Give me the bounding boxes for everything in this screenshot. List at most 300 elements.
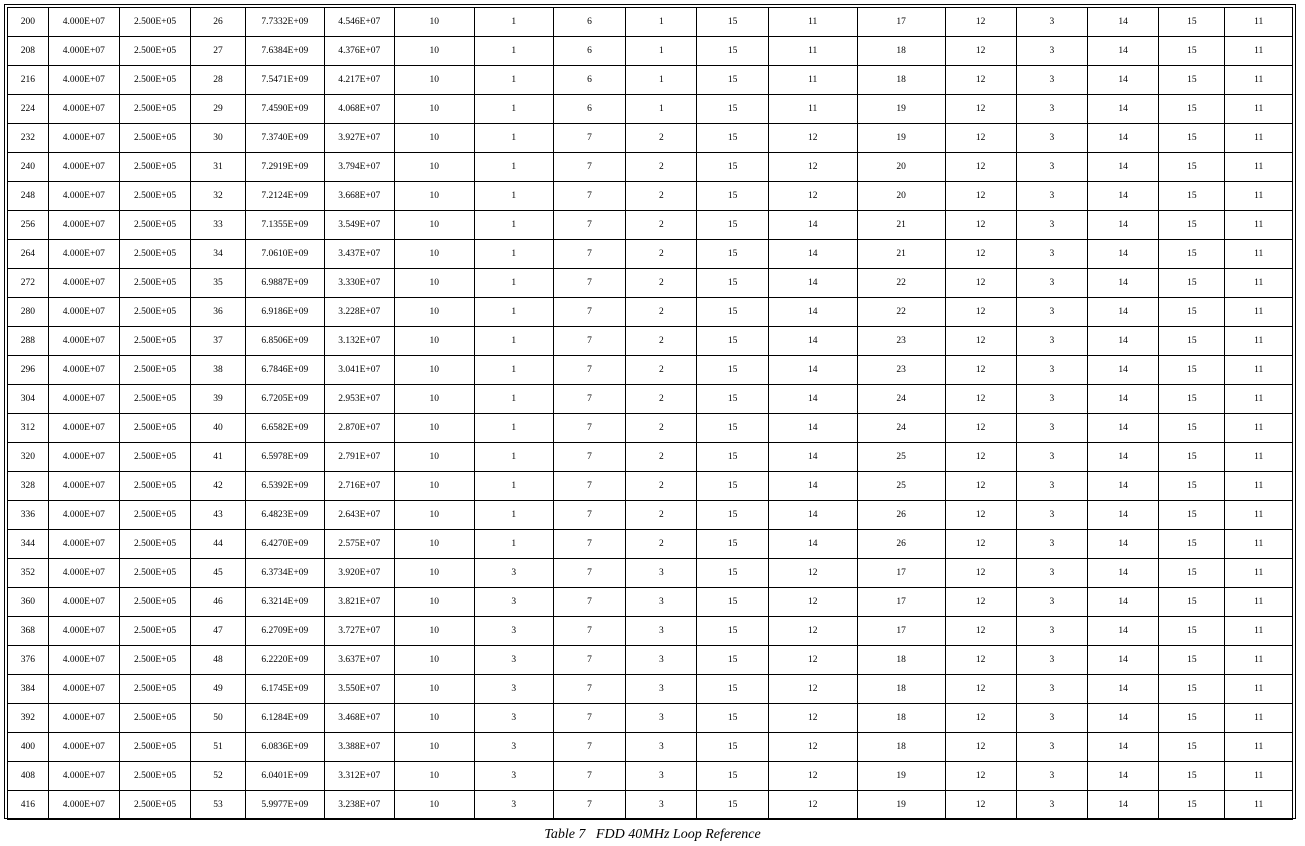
table-cell: 11 <box>768 37 857 66</box>
table-cell: 2 <box>626 211 697 240</box>
table-cell: 15 <box>697 559 768 588</box>
table-row <box>8 8 1293 37</box>
table-cell: 6.4823E+09 <box>245 501 324 530</box>
table-cell: 15 <box>697 356 768 385</box>
table-cell: 4.000E+07 <box>48 240 119 269</box>
table-cell: 3.637E+07 <box>324 646 394 675</box>
table-frame <box>4 4 1296 819</box>
table-cell: 1 <box>474 240 553 269</box>
table-cell: 15 <box>1159 298 1225 327</box>
table-cell: 2 <box>626 443 697 472</box>
table-cell: 14 <box>768 443 857 472</box>
table-cell: 3.238E+07 <box>324 791 394 820</box>
table-cell: 1 <box>626 8 697 37</box>
table-cell: 3 <box>1016 211 1087 240</box>
table-cell: 4.376E+07 <box>324 37 394 66</box>
table-cell: 3 <box>474 646 553 675</box>
table-cell: 3 <box>1016 443 1087 472</box>
table-cell: 17 <box>857 8 945 37</box>
table-cell: 3.041E+07 <box>324 356 394 385</box>
table-cell: 416 <box>8 791 49 820</box>
table-cell: 15 <box>1159 675 1225 704</box>
table-cell: 14 <box>1088 182 1159 211</box>
table-cell: 6.3214E+09 <box>245 588 324 617</box>
table-cell: 288 <box>8 327 49 356</box>
table-cell: 2.500E+05 <box>119 791 190 820</box>
table-cell: 3.927E+07 <box>324 124 394 153</box>
table-cell: 36 <box>191 298 246 327</box>
table-cell: 7.7332E+09 <box>245 8 324 37</box>
table-cell: 10 <box>394 675 474 704</box>
table-cell: 400 <box>8 733 49 762</box>
table-cell: 28 <box>191 66 246 95</box>
table-cell: 18 <box>857 675 945 704</box>
table-cell: 5.9977E+09 <box>245 791 324 820</box>
table-cell: 3 <box>1016 588 1087 617</box>
table-cell: 15 <box>697 646 768 675</box>
table-cell: 2.500E+05 <box>119 675 190 704</box>
table-cell: 2.575E+07 <box>324 530 394 559</box>
table-cell: 11 <box>1225 501 1293 530</box>
table-cell: 1 <box>474 95 553 124</box>
table-cell: 14 <box>1088 588 1159 617</box>
table-cell: 3 <box>1016 501 1087 530</box>
table-cell: 15 <box>1159 124 1225 153</box>
table-cell: 11 <box>1225 791 1293 820</box>
table-cell: 12 <box>945 385 1016 414</box>
table-cell: 15 <box>697 37 768 66</box>
table-cell: 14 <box>1088 385 1159 414</box>
table-cell: 6.9186E+09 <box>245 298 324 327</box>
table-cell: 43 <box>191 501 246 530</box>
table-cell: 14 <box>768 269 857 298</box>
table-cell: 6.2709E+09 <box>245 617 324 646</box>
table-cell: 7 <box>553 356 626 385</box>
table-cell: 3.468E+07 <box>324 704 394 733</box>
table-cell: 14 <box>1088 327 1159 356</box>
table-cell: 14 <box>768 385 857 414</box>
table-cell: 360 <box>8 588 49 617</box>
table-cell: 2.791E+07 <box>324 443 394 472</box>
table-cell: 3 <box>1016 646 1087 675</box>
table-cell: 3 <box>1016 472 1087 501</box>
table-cell: 4.000E+07 <box>48 646 119 675</box>
table-cell: 11 <box>1225 95 1293 124</box>
table-cell: 15 <box>697 95 768 124</box>
table-cell: 4.546E+07 <box>324 8 394 37</box>
table-cell: 6 <box>553 95 626 124</box>
table-row <box>8 414 1293 443</box>
table-row <box>8 182 1293 211</box>
table-cell: 14 <box>1088 530 1159 559</box>
table-cell: 26 <box>857 530 945 559</box>
table-cell: 2.500E+05 <box>119 327 190 356</box>
table-cell: 7.3740E+09 <box>245 124 324 153</box>
table-cell: 3 <box>1016 298 1087 327</box>
table-cell: 7 <box>553 124 626 153</box>
table-row <box>8 443 1293 472</box>
table-cell: 11 <box>1225 66 1293 95</box>
table-cell: 15 <box>1159 443 1225 472</box>
table-cell: 2.953E+07 <box>324 385 394 414</box>
table-cell: 46 <box>191 588 246 617</box>
table-cell: 10 <box>394 617 474 646</box>
table-cell: 2.500E+05 <box>119 588 190 617</box>
table-cell: 14 <box>1088 37 1159 66</box>
table-cell: 280 <box>8 298 49 327</box>
table-cell: 2.500E+05 <box>119 211 190 240</box>
table-cell: 12 <box>945 298 1016 327</box>
table-cell: 11 <box>1225 704 1293 733</box>
table-cell: 336 <box>8 501 49 530</box>
table-cell: 3.794E+07 <box>324 153 394 182</box>
table-cell: 3 <box>1016 240 1087 269</box>
table-cell: 44 <box>191 530 246 559</box>
table-cell: 352 <box>8 559 49 588</box>
table-cell: 2 <box>626 182 697 211</box>
table-row <box>8 675 1293 704</box>
table-cell: 11 <box>768 8 857 37</box>
table-cell: 15 <box>1159 153 1225 182</box>
table-cell: 2 <box>626 298 697 327</box>
table-cell: 12 <box>945 530 1016 559</box>
table-cell: 12 <box>945 443 1016 472</box>
table-cell: 14 <box>768 240 857 269</box>
table-row <box>8 37 1293 66</box>
table-cell: 4.000E+07 <box>48 95 119 124</box>
table-cell: 2.500E+05 <box>119 240 190 269</box>
table-cell: 19 <box>857 95 945 124</box>
table-row <box>8 385 1293 414</box>
table-cell: 2.500E+05 <box>119 385 190 414</box>
table-row <box>8 733 1293 762</box>
table-cell: 7 <box>553 240 626 269</box>
table-cell: 4.068E+07 <box>324 95 394 124</box>
table-cell: 14 <box>768 298 857 327</box>
table-cell: 41 <box>191 443 246 472</box>
table-cell: 1 <box>474 211 553 240</box>
table-cell: 12 <box>768 588 857 617</box>
table-cell: 15 <box>1159 385 1225 414</box>
table-cell: 3.437E+07 <box>324 240 394 269</box>
table-cell: 11 <box>1225 443 1293 472</box>
table-cell: 19 <box>857 124 945 153</box>
table-row <box>8 356 1293 385</box>
table-cell: 15 <box>1159 791 1225 820</box>
table-cell: 15 <box>1159 762 1225 791</box>
table-cell: 10 <box>394 327 474 356</box>
table-cell: 17 <box>857 559 945 588</box>
table-cell: 4.000E+07 <box>48 704 119 733</box>
table-cell: 7.0610E+09 <box>245 240 324 269</box>
table-cell: 14 <box>1088 211 1159 240</box>
table-cell: 39 <box>191 385 246 414</box>
table-cell: 3.821E+07 <box>324 588 394 617</box>
table-cell: 12 <box>768 675 857 704</box>
table-cell: 3 <box>1016 95 1087 124</box>
table-cell: 10 <box>394 211 474 240</box>
table-cell: 14 <box>768 356 857 385</box>
table-cell: 3.550E+07 <box>324 675 394 704</box>
table-cell: 2.500E+05 <box>119 762 190 791</box>
table-cell: 6.4270E+09 <box>245 530 324 559</box>
table-cell: 6.3734E+09 <box>245 559 324 588</box>
table-cell: 15 <box>1159 327 1225 356</box>
table-cell: 2.500E+05 <box>119 704 190 733</box>
table-cell: 3 <box>1016 704 1087 733</box>
table-cell: 12 <box>945 559 1016 588</box>
table-cell: 15 <box>1159 240 1225 269</box>
table-cell: 15 <box>1159 414 1225 443</box>
table-row <box>8 588 1293 617</box>
table-cell: 6 <box>553 66 626 95</box>
table-cell: 11 <box>1225 385 1293 414</box>
table-cell: 22 <box>857 298 945 327</box>
table-cell: 15 <box>697 704 768 733</box>
table-cell: 29 <box>191 95 246 124</box>
table-cell: 40 <box>191 414 246 443</box>
table-cell: 2 <box>626 385 697 414</box>
table-cell: 7 <box>553 153 626 182</box>
table-row <box>8 269 1293 298</box>
table-cell: 312 <box>8 414 49 443</box>
table-cell: 18 <box>857 37 945 66</box>
table-cell: 15 <box>697 269 768 298</box>
table-cell: 15 <box>697 762 768 791</box>
table-cell: 18 <box>857 733 945 762</box>
table-cell: 11 <box>1225 269 1293 298</box>
table-cell: 1 <box>474 327 553 356</box>
table-cell: 14 <box>1088 269 1159 298</box>
table-cell: 11 <box>1225 762 1293 791</box>
table-cell: 15 <box>1159 559 1225 588</box>
table-cell: 4.000E+07 <box>48 211 119 240</box>
table-cell: 15 <box>1159 646 1225 675</box>
table-cell: 49 <box>191 675 246 704</box>
table-row <box>8 66 1293 95</box>
table-cell: 15 <box>697 617 768 646</box>
table-cell: 12 <box>768 124 857 153</box>
table-cell: 11 <box>1225 211 1293 240</box>
table-cell: 6.0401E+09 <box>245 762 324 791</box>
table-cell: 18 <box>857 704 945 733</box>
table-cell: 15 <box>1159 588 1225 617</box>
table-cell: 7 <box>553 443 626 472</box>
table-cell: 1 <box>474 472 553 501</box>
table-cell: 3.668E+07 <box>324 182 394 211</box>
table-cell: 3 <box>1016 675 1087 704</box>
table-cell: 15 <box>1159 8 1225 37</box>
table-cell: 10 <box>394 66 474 95</box>
table-cell: 7 <box>553 675 626 704</box>
table-cell: 1 <box>474 124 553 153</box>
table-cell: 392 <box>8 704 49 733</box>
table-cell: 15 <box>1159 530 1225 559</box>
table-cell: 14 <box>1088 472 1159 501</box>
table-cell: 240 <box>8 153 49 182</box>
table-cell: 3 <box>1016 559 1087 588</box>
table-cell: 12 <box>768 153 857 182</box>
table-cell: 10 <box>394 95 474 124</box>
table-row <box>8 153 1293 182</box>
table-cell: 11 <box>1225 414 1293 443</box>
table-cell: 2 <box>626 530 697 559</box>
table-cell: 304 <box>8 385 49 414</box>
table-cell: 7 <box>553 414 626 443</box>
table-cell: 408 <box>8 762 49 791</box>
table-cell: 3 <box>1016 37 1087 66</box>
table-cell: 3 <box>1016 733 1087 762</box>
table-cell: 12 <box>945 617 1016 646</box>
table-cell: 7.1355E+09 <box>245 211 324 240</box>
table-cell: 10 <box>394 646 474 675</box>
table-cell: 10 <box>394 472 474 501</box>
table-cell: 2.500E+05 <box>119 153 190 182</box>
table-cell: 25 <box>857 443 945 472</box>
table-cell: 12 <box>945 501 1016 530</box>
table-cell: 12 <box>945 8 1016 37</box>
table-cell: 11 <box>768 95 857 124</box>
table-cell: 3 <box>1016 153 1087 182</box>
table-cell: 3.388E+07 <box>324 733 394 762</box>
table-cell: 4.000E+07 <box>48 298 119 327</box>
table-cell: 3 <box>474 588 553 617</box>
table-cell: 12 <box>945 646 1016 675</box>
table-cell: 15 <box>697 501 768 530</box>
table-cell: 47 <box>191 617 246 646</box>
table-cell: 3.132E+07 <box>324 327 394 356</box>
table-cell: 11 <box>1225 472 1293 501</box>
table-cell: 10 <box>394 704 474 733</box>
table-cell: 15 <box>1159 501 1225 530</box>
table-cell: 12 <box>768 762 857 791</box>
table-cell: 27 <box>191 37 246 66</box>
table-cell: 11 <box>1225 646 1293 675</box>
table-cell: 1 <box>474 385 553 414</box>
table-cell: 10 <box>394 269 474 298</box>
table-cell: 7 <box>553 298 626 327</box>
table-cell: 1 <box>474 530 553 559</box>
table-cell: 2.500E+05 <box>119 124 190 153</box>
table-cell: 376 <box>8 646 49 675</box>
table-cell: 3 <box>1016 269 1087 298</box>
table-cell: 18 <box>857 646 945 675</box>
table-cell: 344 <box>8 530 49 559</box>
table-cell: 51 <box>191 733 246 762</box>
table-cell: 12 <box>945 791 1016 820</box>
table-cell: 10 <box>394 762 474 791</box>
table-cell: 3 <box>474 762 553 791</box>
table-cell: 14 <box>1088 791 1159 820</box>
table-row <box>8 211 1293 240</box>
table-cell: 42 <box>191 472 246 501</box>
table-cell: 2.643E+07 <box>324 501 394 530</box>
table-cell: 232 <box>8 124 49 153</box>
table-cell: 14 <box>1088 414 1159 443</box>
table-cell: 11 <box>1225 240 1293 269</box>
table-row <box>8 501 1293 530</box>
table-cell: 12 <box>945 472 1016 501</box>
table-cell: 7 <box>553 269 626 298</box>
table-row <box>8 704 1293 733</box>
table-cell: 7.5471E+09 <box>245 66 324 95</box>
table-cell: 10 <box>394 733 474 762</box>
table-cell: 12 <box>768 182 857 211</box>
table-cell: 6 <box>553 8 626 37</box>
table-cell: 2.500E+05 <box>119 617 190 646</box>
table-cell: 14 <box>1088 762 1159 791</box>
table-cell: 11 <box>1225 8 1293 37</box>
table-cell: 4.000E+07 <box>48 588 119 617</box>
table-row <box>8 298 1293 327</box>
table-cell: 14 <box>1088 66 1159 95</box>
table-cell: 200 <box>8 8 49 37</box>
table-cell: 10 <box>394 559 474 588</box>
table-cell: 2 <box>626 153 697 182</box>
table-cell: 38 <box>191 356 246 385</box>
table-cell: 2.500E+05 <box>119 501 190 530</box>
table-cell: 15 <box>697 791 768 820</box>
table-cell: 35 <box>191 269 246 298</box>
table-cell: 216 <box>8 66 49 95</box>
table-cell: 4.000E+07 <box>48 414 119 443</box>
table-cell: 320 <box>8 443 49 472</box>
table-cell: 384 <box>8 675 49 704</box>
table-cell: 7 <box>553 327 626 356</box>
table-cell: 15 <box>1159 472 1225 501</box>
table-body <box>8 8 1293 820</box>
table-cell: 3 <box>474 791 553 820</box>
table-cell: 11 <box>1225 124 1293 153</box>
table-cell: 7 <box>553 182 626 211</box>
table-cell: 12 <box>768 791 857 820</box>
table-cell: 23 <box>857 327 945 356</box>
table-cell: 7 <box>553 588 626 617</box>
table-cell: 1 <box>474 182 553 211</box>
table-cell: 15 <box>697 182 768 211</box>
table-cell: 15 <box>1159 733 1225 762</box>
table-cell: 17 <box>857 588 945 617</box>
table-cell: 3 <box>626 675 697 704</box>
table-cell: 2.500E+05 <box>119 8 190 37</box>
table-cell: 15 <box>697 240 768 269</box>
table-cell: 3 <box>1016 327 1087 356</box>
table-cell: 3 <box>626 704 697 733</box>
table-cell: 6.6582E+09 <box>245 414 324 443</box>
table-cell: 2 <box>626 501 697 530</box>
table-row <box>8 617 1293 646</box>
table-cell: 2.500E+05 <box>119 733 190 762</box>
table-cell: 4.000E+07 <box>48 182 119 211</box>
table-cell: 4.000E+07 <box>48 501 119 530</box>
table-cell: 45 <box>191 559 246 588</box>
table-cell: 1 <box>474 66 553 95</box>
table-cell: 12 <box>945 182 1016 211</box>
table-cell: 15 <box>697 675 768 704</box>
table-cell: 2.500E+05 <box>119 356 190 385</box>
table-cell: 11 <box>1225 37 1293 66</box>
table-cell: 14 <box>1088 501 1159 530</box>
table-cell: 33 <box>191 211 246 240</box>
table-cell: 12 <box>945 675 1016 704</box>
table-cell: 2.500E+05 <box>119 66 190 95</box>
table-cell: 6 <box>553 37 626 66</box>
table-cell: 30 <box>191 124 246 153</box>
table-cell: 4.000E+07 <box>48 356 119 385</box>
table-cell: 7.4590E+09 <box>245 95 324 124</box>
table-cell: 53 <box>191 791 246 820</box>
table-cell: 11 <box>1225 617 1293 646</box>
